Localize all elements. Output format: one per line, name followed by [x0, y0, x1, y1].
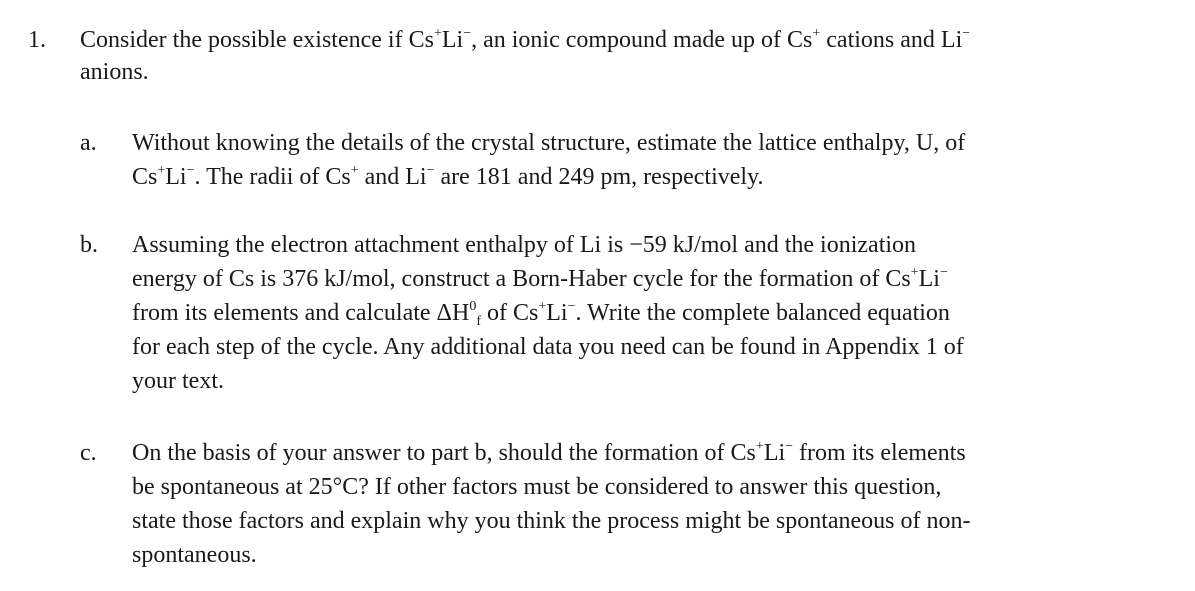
part-c-letter: c. [80, 440, 97, 466]
part-b-text [132, 228, 1162, 398]
question-line-2: anions. [80, 59, 149, 85]
part-a-line-1: Without knowing the details of the crystal structure, estimate the lattice enthalpy, U, of [132, 130, 966, 156]
part-b-line-5: your text. [132, 368, 224, 394]
part-b-line-1: Assuming the electron attachment enthalpy of Li is −59 kJ/mol and the ionization [132, 232, 917, 258]
question-line-1: Consider the possible existence if Cs+Li−, an ionic compound made up of Cs+ cations and Li− [80, 26, 971, 53]
part-c-line-2: be spontaneous at 25°C? If other factors must be considered to answer this question, [132, 474, 942, 500]
part-c-line-1: On the basis of your answer to part b, should the formation of Cs+Li− from its elements [132, 439, 966, 466]
part-b-line-3: from its elements and calculate $\Delta H^0_f$ of Cs+Li−. Write the complete balanced equation [132, 299, 950, 329]
part-a-letter: a. [80, 130, 97, 156]
part-a-line-2: Cs+Li−. The radii of Cs+ and Li− are 181 and 249 pm, respectively. [132, 163, 764, 190]
part-b-line-4: for each step of the cycle. Any additional data you need can be found in Appendix 1 of [132, 334, 964, 360]
part-b-letter: b. [80, 232, 98, 258]
part-a-text [132, 126, 1162, 194]
part-c-line-3: state those factors and explain why you think the process might be spontaneous of non- [132, 508, 971, 534]
part-c-text [132, 436, 1162, 572]
question-stem [80, 24, 1180, 88]
question-number: 1. [28, 27, 46, 53]
part-b-line-2: energy of Cs is 376 kJ/mol, construct a Born-Haber cycle for the formation of Cs+Li− [132, 265, 948, 292]
part-c-line-4: spontaneous. [132, 542, 257, 568]
